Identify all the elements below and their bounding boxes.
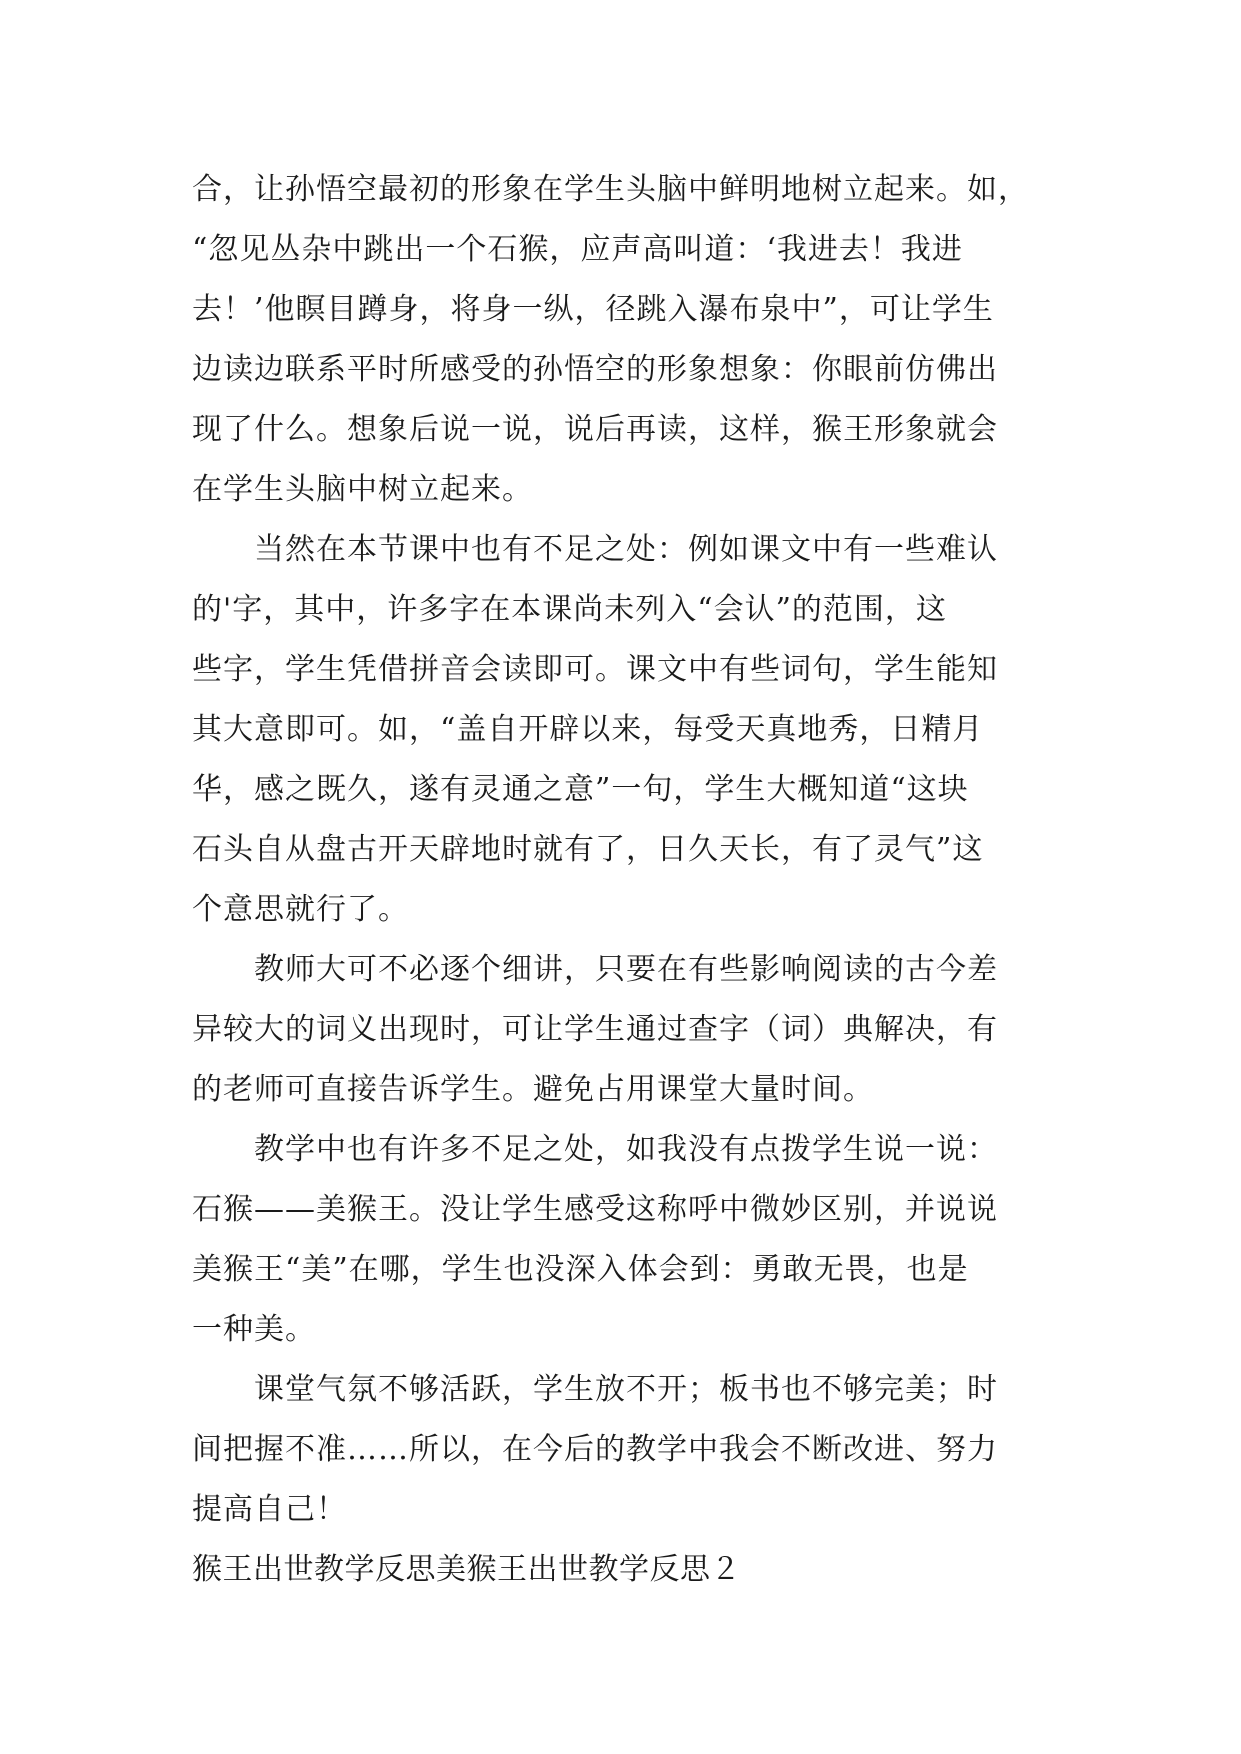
section-heading: 猴王出世教学反思美猴王出世教学反思２ — [192, 1552, 741, 1587]
text-line: 在学生头脑中树立起来。 — [192, 472, 533, 507]
text-line: 间把握不准……所以，在今后的教学中我会不断改进、努力 — [192, 1432, 998, 1467]
text-line: 提高自己！ — [192, 1492, 347, 1527]
paragraph-3 — [192, 940, 1062, 1120]
text-line: 课堂气氛不够活跃，学生放不开；板书也不够完美；时 — [192, 1372, 998, 1407]
text-line: 教学中也有许多不足之处，如我没有点拨学生说一说： — [192, 1132, 998, 1167]
paragraph-4 — [192, 1120, 1062, 1360]
text-line: 的老师可直接告诉学生。避免占用课堂大量时间。 — [192, 1072, 874, 1107]
text-line: “忽见丛杂中跳出一个石猴，应声高叫道：‘我进去！我进 — [192, 232, 963, 267]
text-line: 边读边联系平时所感受的孙悟空的形象想象：你眼前仿佛出 — [192, 352, 998, 387]
text-line: 的'字，其中，许多字在本课尚未列入“会认”的范围，这 — [192, 592, 947, 627]
text-line: 华，感之既久，遂有灵通之意”一句，学生大概知道“这块 — [192, 772, 969, 807]
text-line: 合，让孙悟空最初的形象在学生头脑中鲜明地树立起来。如， — [192, 172, 1029, 207]
text-line: 些字，学生凭借拼音会读即可。课文中有些词句，学生能知 — [192, 652, 998, 687]
paragraph-1 — [192, 160, 1062, 520]
text-line: 现了什么。想象后说一说，说后再读，这样，猴王形象就会 — [192, 412, 998, 447]
document-body — [192, 160, 1062, 1600]
text-line: 其大意即可。如，“盖自开辟以来，每受天真地秀，日精月 — [192, 712, 984, 747]
text-line: 去！’他瞑目蹲身，将身一纵，径跳入瀑布泉中”，可让学生 — [192, 292, 994, 327]
paragraph-2 — [192, 520, 1062, 940]
text-line: 一种美。 — [192, 1312, 316, 1347]
text-line: 石头自从盘古开天辟地时就有了，日久天长，有了灵气”这 — [192, 832, 984, 867]
text-line: 个意思就行了。 — [192, 892, 409, 927]
text-line: 教师大可不必逐个细讲，只要在有些影响阅读的古今差 — [192, 952, 998, 987]
text-line: 美猴王“美”在哪，学生也没深入体会到：勇敢无畏，也是 — [192, 1252, 969, 1287]
text-line: 当然在本节课中也有不足之处：例如课文中有一些难认 — [192, 532, 998, 567]
text-line: 石猴——美猴王。没让学生感受这称呼中微妙区别，并说说 — [192, 1192, 998, 1227]
text-line: 异较大的词义出现时，可让学生通过查字（词）典解决，有 — [192, 1012, 998, 1047]
paragraph-5 — [192, 1360, 1062, 1540]
